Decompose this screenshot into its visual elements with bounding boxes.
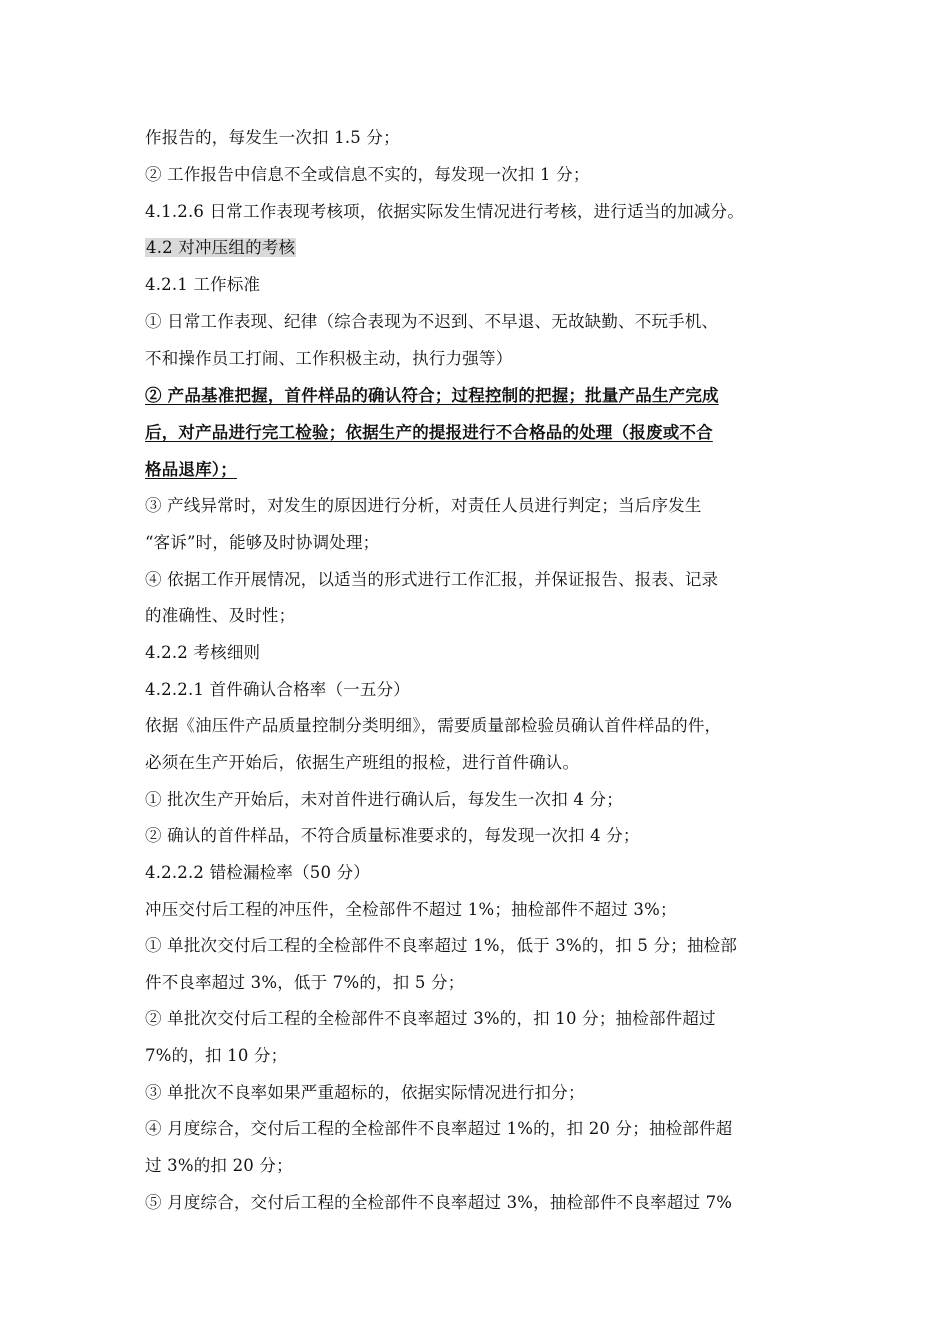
highlighted-heading: 4.2 对冲压组的考核	[146, 238, 296, 257]
text-line: 不和操作员工打闹、工作积极主动，执行力强等）	[145, 349, 513, 368]
text-line: ③ 单批次不良率如果严重超标的，依据实际情况进行扣分；	[145, 1083, 585, 1102]
text-line: 4.1.2.6 日常工作表现考核项，依据实际发生情况进行考核，进行适当的加减分。	[145, 202, 744, 221]
text-line: 的准确性、及时性；	[145, 606, 296, 625]
text-line: ④ 依据工作开展情况，以适当的形式进行工作汇报，并保证报告、报表、记录	[145, 570, 719, 589]
bold-underlined-line: 格品退库）；	[145, 460, 237, 479]
text-line: 冲压交付后工程的冲压件，全检部件不超过 1%；抽检部件不超过 3%；	[145, 900, 677, 919]
subsection-heading: 4.2.2 考核细则	[145, 643, 261, 662]
text-line: ⑤ 月度综合，交付后工程的全检部件不良率超过 3%，抽检部件不良率超过 7%	[145, 1193, 733, 1212]
text-line: 作报告的，每发生一次扣 1.5 分；	[145, 128, 400, 147]
text-line: ② 工作报告中信息不全或信息不实的，每发现一次扣 1 分；	[145, 165, 590, 184]
text-line: ② 确认的首件样品，不符合质量标准要求的，每发现一次扣 4 分；	[145, 826, 640, 845]
bold-underlined-line: ② 产品基准把握，首件样品的确认符合；过程控制的把握；批量产品生产完成	[145, 386, 719, 405]
subsection-heading: 4.2.2.2 错检漏检率（50 分）	[145, 863, 371, 882]
subsection-heading: 4.2.2.1 首件确认合格率（一五分）	[145, 680, 410, 699]
text-line: ① 批次生产开始后，未对首件进行确认后，每发生一次扣 4 分；	[145, 790, 623, 809]
section-heading	[145, 238, 296, 258]
text-line: ③ 产线异常时，对发生的原因进行分析，对责任人员进行判定；当后序发生	[145, 496, 702, 515]
text-line: “客诉”时，能够及时协调处理；	[145, 533, 380, 552]
text-line: 7%的，扣 10 分；	[145, 1046, 288, 1065]
text-line: ① 单批次交付后工程的全检部件不良率超过 1%，低于 3%的，扣 5 分；抽检部	[145, 936, 738, 955]
text-line: ① 日常工作表现、纪律（综合表现为不迟到、不早退、无故缺勤、不玩手机、	[145, 312, 719, 331]
text-line: 过 3%的扣 20 分；	[145, 1156, 293, 1175]
text-line: ② 单批次交付后工程的全检部件不良率超过 3%的，扣 10 分；抽检部件超过	[145, 1009, 716, 1028]
text-line: ④ 月度综合，交付后工程的全检部件不良率超过 1%的，扣 20 分；抽检部件超	[145, 1119, 733, 1138]
bold-underlined-line: 后，对产品进行完工检验；依据生产的提报进行不合格品的处理（报废或不合	[145, 423, 713, 442]
text-line: 依据《油压件产品质量控制分类明细》，需要质量部检验员确认首件样品的件，	[145, 716, 722, 735]
text-line: 必须在生产开始后，依据生产班组的报检，进行首件确认。	[145, 753, 580, 772]
text-line: 件不良率超过 3%，低于 7%的，扣 5 分；	[145, 973, 465, 992]
subsection-heading: 4.2.1 工作标准	[145, 275, 261, 294]
